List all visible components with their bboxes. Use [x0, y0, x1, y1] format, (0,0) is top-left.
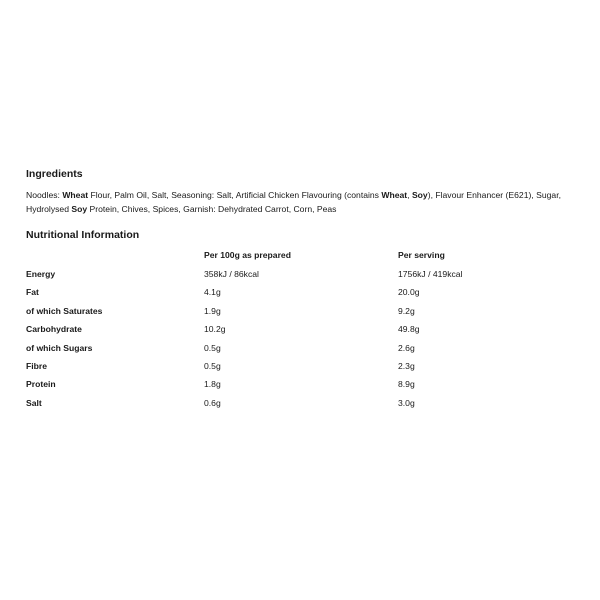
header-per-serving: Per serving [398, 250, 445, 260]
nutrient-label: Salt [26, 397, 42, 408]
per-100g-value: 0.5g [204, 342, 221, 353]
nutrient-label: of which Sugars [26, 342, 93, 353]
ingredient-text: ), Flavour Enhancer (E621), Sugar, Hydrolysed [26, 190, 561, 214]
nutrition-row [26, 286, 586, 304]
per-serving-value: 8.9g [398, 379, 415, 390]
nutrition-row [26, 305, 586, 323]
per-100g-value: 0.6g [204, 397, 221, 408]
allergen-text: Wheat [381, 190, 408, 200]
ingredients-list [26, 188, 586, 216]
ingredients-section [26, 168, 586, 216]
nutrient-label: Energy [26, 269, 56, 279]
allergen-text: Soy [71, 204, 88, 214]
ingredient-text: Noodles: [26, 190, 63, 200]
per-serving-value: 1756kJ / 419kcal [398, 269, 463, 279]
nutrient-label: Fat [26, 287, 39, 298]
per-serving-value: 2.6g [398, 342, 415, 353]
nutrient-label: of which Saturates [26, 305, 103, 316]
per-serving-value: 49.8g [398, 324, 420, 335]
per-100g-value: 4.1g [204, 287, 221, 298]
nutrient-label: Fibre [26, 360, 48, 371]
header-per-100g: Per 100g as prepared [204, 250, 291, 260]
nutrient-label: Protein [26, 379, 56, 390]
nutrition-row [26, 397, 586, 415]
nutrition-row [26, 378, 586, 396]
nutrition-heading: Nutritional Information [26, 229, 140, 241]
per-serving-value: 3.0g [398, 397, 415, 408]
nutrition-section [26, 229, 586, 415]
allergen-text: Soy [411, 190, 428, 200]
per-100g-value: 10.2g [204, 324, 226, 335]
nutrition-row [26, 268, 586, 286]
nutrition-table-body [26, 268, 586, 415]
ingredient-text: Flour, Palm Oil, Salt, Seasoning: Salt, Artificial Chicken Flavouring (contains [88, 190, 382, 200]
nutrition-table-header [26, 249, 586, 268]
nutrient-label: Carbohydrate [26, 324, 82, 335]
per-serving-value: 9.2g [398, 305, 415, 316]
allergen-text: Wheat [62, 190, 89, 200]
ingredients-heading: Ingredients [26, 168, 83, 180]
nutrition-row [26, 360, 586, 378]
per-100g-value: 1.9g [204, 305, 221, 316]
nutrition-row [26, 342, 586, 360]
per-serving-value: 2.3g [398, 360, 415, 371]
per-serving-value: 20.0g [398, 287, 420, 298]
per-100g-value: 0.5g [204, 360, 221, 371]
ingredient-text: Protein, Chives, Spices, Garnish: Dehydrated Carrot, Corn, Peas [87, 204, 337, 214]
nutrition-row [26, 323, 586, 341]
per-100g-value: 1.8g [204, 379, 221, 390]
per-100g-value: 358kJ / 86kcal [204, 269, 259, 279]
ingredient-text: , [407, 190, 412, 200]
